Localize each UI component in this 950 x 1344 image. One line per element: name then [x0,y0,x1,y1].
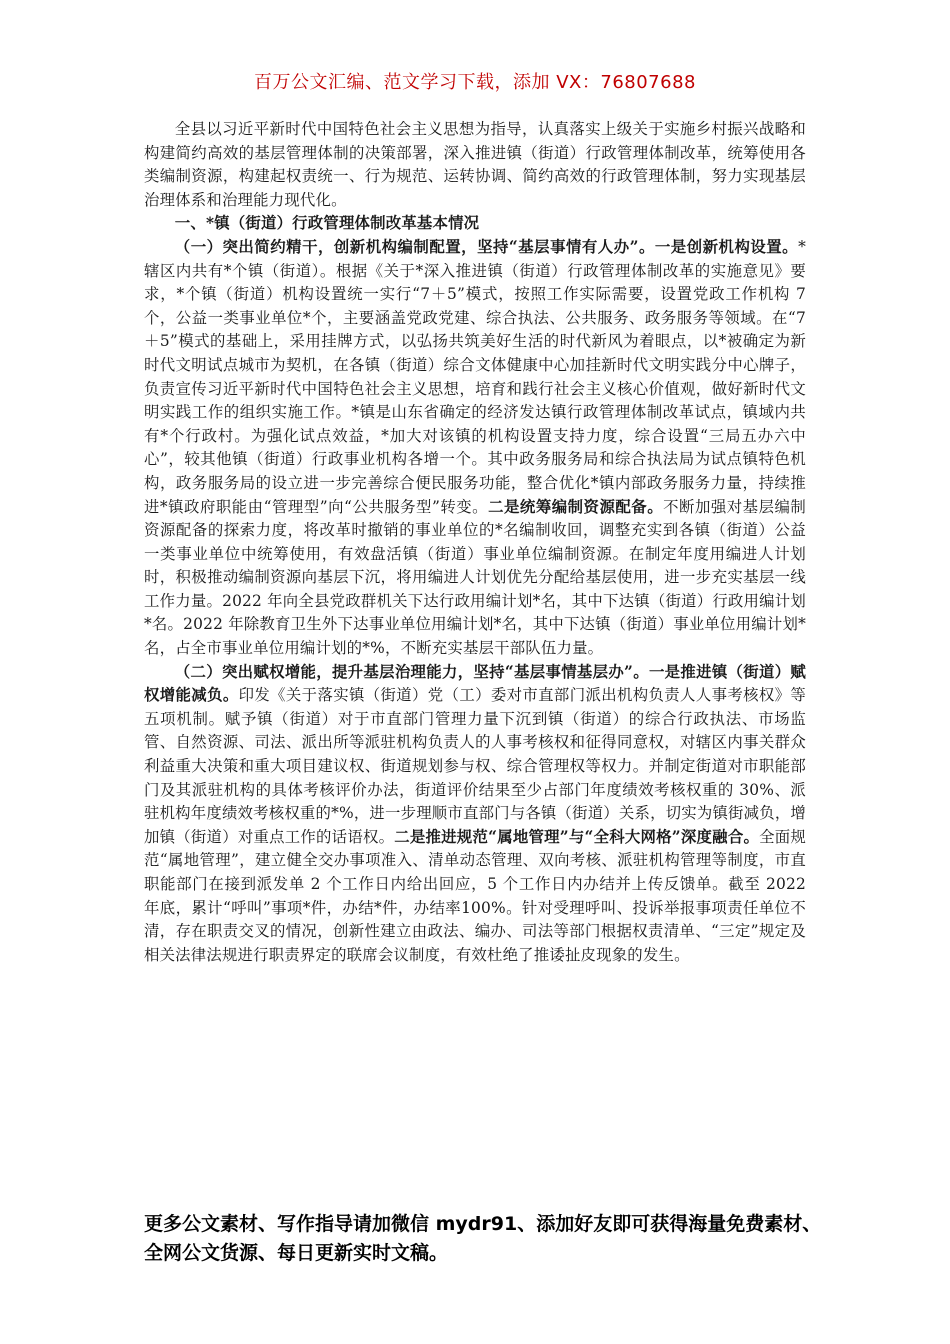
footer-promo: 更多公文素材、写作指导请加微信 mydr91、添加好友即可获得海量免费素材、全网公文货源、每日更新实时文稿。 [144,1213,822,1264]
paragraph-1-lead-2: 二是统筹编制资源配备。 [488,497,664,516]
paragraph-2-lead-2: 二是推进规范“属地管理”与“全科大网格”深度融合。 [394,827,760,846]
paragraph-1-lead: （一）突出简约精干，创新机构编制配置，坚持“基层事情有人办”。一是创新机构设置。 [174,237,799,256]
paragraph-2-text-2: 全面规范“属地管理”，建立健全交办事项准入、清单动态管理、双向考核、派驻机构管理等制度，市直职能部门在接到派发单 2 个工作日内给出回应，5 个工作日内办结并上传反馈单。截至 2022 年底，累计“呼叫”事项*件，办结*件，办结率100%。针对受理呼叫、投诉举报事项责任单位不清，存在职责交叉的情况，创新性建立由政法、编办、司法等部门根据权责清单、“三定”规定及相关法律法规进行职责界定的联席会议制度，有效杜绝了推诿扯皮现象的发生。 [144,827,806,964]
header-banner: 百万公文汇编、范文学习下载，添加 VX：76807688 [254,72,696,93]
document-body [144,118,806,967]
paragraph-1-text: *辖区内共有*个镇（街道）。根据《关于*深入推进镇（街道）行政管理体制改革的实施意见》要求，*个镇（街道）机构设置统一实行“7＋5”模式，按照工作实际需要，设置党政工作机构 7 个，公益一类事业单位*个，主要涵盖党政党建、综合执法、公共服务、政务服务等领域。在“7＋5”模式的基础上，采用挂牌方式，以弘扬共筑美好生活的时代新风为着眼点，以*被确定为新时代文明试点城市为契机，在各镇（街道）综合文体健康中心加挂新时代文明实践分中心牌子，负责宣传习近平新时代中国特色社会主义思想，培育和践行社会主义核心价值观，做好新时代文明实践工作的组织实施工作。*镇是山东省确定的经济发达镇行政管理体制改革试点，镇域内共有*个行政村。为强化试点效益，*加大对该镇的机构设置支持力度，综合设置“三局五办六中心”，较其他镇（街道）行政事业机构各增一个。其中政务服务局和综合执法局为试点镇特色机构，政务服务局的设立进一步完善综合便民服务功能，整合优化*镇内部政务服务力量，持续推进*镇政府职能由“管理型”向“公共服务型”转变。 [144,237,806,516]
paragraph-2-lead: （二）突出赋权增能，提升基层治理能力，坚持“基层事情基层办”。一是推进镇（街道）赋权增能减负。 [144,662,806,705]
paragraph-1-text-2: 不断加强对基层编制资源配备的探索力度，将改革时撤销的事业单位的*名编制收回，调整充实到各镇（街道）公益一类事业单位中统筹使用，有效盘活镇（街道）事业单位编制资源。在制定年度用编进人计划时，积极推动编制资源向基层下沉，将用编进人计划优先分配给基层使用，进一步充实基层一线工作力量。2022 年向全县党政群机关下达行政用编计划*名，其中下达镇（街道）行政用编计划*名。2022 年除教育卫生外下达事业单位用编计划*名，其中下达镇（街道）事业单位用编计划*名，占全市事业单位用编计划的*%，不断充实基层干部队伍力量。 [144,497,807,658]
section-heading: 一、*镇（街道）行政管理体制改革基本情况 [174,214,480,233]
paragraph-2-text: 印发《关于落实镇（街道）党（工）委对市直部门派出机构负责人人事考核权》等五项机制。赋予镇（街道）对于市直部门管理力量下沉到镇（街道）的综合行政执法、市场监管、自然资源、司法、派出所等派驻机构负责人的人事考核权和征得同意权，对辖区内事关群众利益重大决策和重大项目建议权、街道规划参与权、综合管理权等权力。并制定街道对市职能部门及其派驻机构的具体考核评价办法，街道评价结果至少占部门年度绩效考核权重的 30%、派驻机构年度绩效考核权重的*%，进一步理顺市直部门与各镇（街道）关系，切实为镇街减负，增加镇（街道）对重点工作的话语权。 [144,686,807,846]
intro-paragraph: 全县以习近平新时代中国特色社会主义思想为指导，认真落实上级关于实施乡村振兴战略和构建简约高效的基层管理体制的决策部署，深入推进镇（街道）行政管理体制改革，统筹使用各类编制资源，构建起权责统一、行为规范、运转协调、简约高效的行政管理体制，努力实现基层治理体系和治理能力现代化。 [144,120,806,209]
paragraph-1 [144,236,806,661]
paragraph-2 [144,661,806,968]
